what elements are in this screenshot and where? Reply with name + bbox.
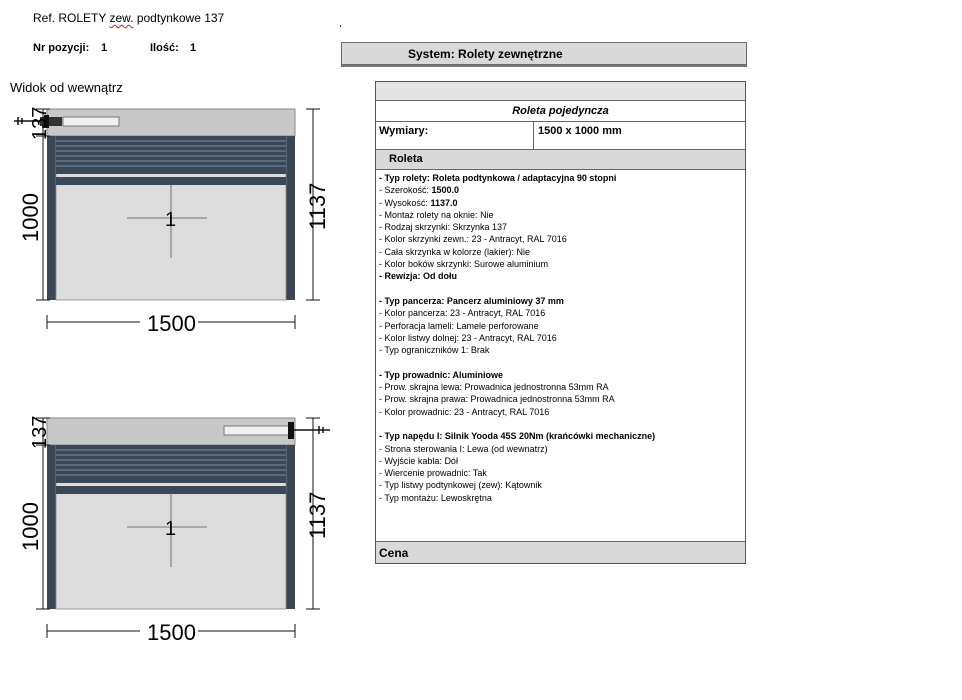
width-dimension: 1500 bbox=[147, 311, 196, 336]
spec-line bbox=[379, 184, 655, 196]
spec-line bbox=[379, 197, 655, 209]
spec-details bbox=[379, 172, 655, 504]
stray-dot bbox=[340, 25, 341, 27]
spec-line bbox=[379, 233, 655, 245]
system-bar: System: Rolety zewnętrzne bbox=[341, 42, 747, 65]
spec-line-value: 1137.0 bbox=[430, 197, 458, 208]
spec-line-key: - Rodzaj skrzynki: bbox=[379, 222, 453, 233]
spec-line-value: Brak bbox=[470, 345, 490, 356]
spec-line bbox=[379, 369, 655, 381]
spec-line-key: - Rewizja: bbox=[379, 271, 424, 282]
spec-line bbox=[379, 172, 655, 184]
spec-line-key: - Kolor skrzynki zewn.: bbox=[379, 234, 472, 245]
spec-line-key: - Prow. skrajna prawa: bbox=[379, 394, 471, 405]
dimensions-separator bbox=[533, 122, 534, 149]
spec-line-key: - Typ ograniczników 1: bbox=[379, 345, 471, 356]
spec-line bbox=[379, 406, 655, 418]
spec-line bbox=[379, 344, 655, 356]
dimensions-row bbox=[376, 122, 745, 150]
dimensions-value: 1500 x 1000 mm bbox=[538, 125, 622, 137]
spec-line bbox=[379, 467, 655, 479]
shutter-drawing-top bbox=[0, 100, 335, 340]
spec-spacer bbox=[379, 283, 655, 295]
spec-line-value: Kątownik bbox=[505, 480, 542, 491]
spec-header-strip bbox=[376, 82, 745, 101]
total-height-dimension: 1137 bbox=[305, 182, 330, 230]
spec-line-key: - Wysokość: bbox=[379, 197, 431, 208]
spec-line bbox=[379, 393, 655, 405]
height-dimension: 1000 bbox=[18, 193, 43, 242]
spec-line-value: Tak bbox=[472, 468, 487, 479]
spec-line-key: - Typ napędu I: bbox=[379, 431, 445, 442]
price-row: Cena bbox=[376, 541, 745, 563]
spec-line-key: - Typ pancerza: bbox=[379, 295, 447, 306]
spec-line bbox=[379, 295, 655, 307]
box-dimension: 137 bbox=[29, 415, 51, 449]
spec-line-key: - Kolor prowadnic: bbox=[379, 406, 455, 417]
spec-line bbox=[379, 381, 655, 393]
position-label: Nr pozycji: bbox=[33, 42, 90, 54]
quantity-value: 1 bbox=[190, 42, 197, 54]
section-roleta: Roleta bbox=[376, 150, 745, 170]
spec-line-key: - Typ montażu: bbox=[379, 492, 441, 503]
sash-number: 1 bbox=[165, 518, 177, 540]
spec-line-value: Lewoskrętna bbox=[440, 492, 492, 503]
spec-line bbox=[379, 455, 655, 467]
total-height-dimension: 1137 bbox=[305, 491, 330, 539]
view-label: Widok od wewnątrz bbox=[10, 80, 123, 95]
spec-line-value: Lamele perforowane bbox=[456, 320, 539, 331]
spec-line-key: - Strona sterowania I: bbox=[379, 443, 468, 454]
spec-line bbox=[379, 492, 655, 504]
spec-line bbox=[379, 258, 655, 270]
spec-line bbox=[379, 430, 655, 442]
spec-line-key: - Montaż rolety na oknie: bbox=[379, 209, 481, 220]
spec-line-key: - Kolor boków skrzynki: bbox=[379, 259, 475, 270]
spec-line-value: Pancerz aluminiowy 37 mm bbox=[446, 295, 564, 306]
spec-line-value: 1500.0 bbox=[431, 185, 460, 196]
spec-line-value: 23 - Antracyt, RAL 7016 bbox=[461, 332, 557, 343]
spec-line-key: - Prow. skrajna lewa: bbox=[379, 382, 465, 393]
system-bar-underline bbox=[341, 65, 747, 67]
spec-line-value: Skrzynka 137 bbox=[452, 222, 508, 233]
spec-spacer bbox=[379, 418, 655, 430]
spec-line-key: - Wiercenie prowadnic: bbox=[379, 468, 473, 479]
width-dimension: 1500 bbox=[147, 620, 196, 645]
spec-line-value: Lewa (od wewnatrz) bbox=[467, 443, 548, 454]
spec-line-value: Prowadnica jednostronna 53mm RA bbox=[464, 382, 609, 393]
spec-line-key: - Typ prowadnic: bbox=[379, 369, 453, 380]
spec-line-key: - Kolor listwy dolnej: bbox=[379, 332, 462, 343]
height-dimension: 1000 bbox=[18, 502, 43, 551]
spec-panel bbox=[375, 81, 746, 564]
quantity-label: Ilość: bbox=[150, 42, 179, 54]
shutter-drawing-bottom bbox=[0, 409, 335, 649]
box-dimension: 137 bbox=[29, 106, 51, 140]
spec-line-value: Nie bbox=[516, 246, 531, 257]
spec-line bbox=[379, 479, 655, 491]
spec-line-value: Silnik Yooda 45S 20Nm (krańcówki mechaniczne) bbox=[444, 431, 656, 442]
sash-number: 1 bbox=[165, 209, 177, 231]
spec-spacer bbox=[379, 356, 655, 368]
spec-line bbox=[379, 320, 655, 332]
spec-line-key: - Perforacja lameli: bbox=[379, 320, 457, 331]
spec-line-value: 23 - Antracyt, RAL 7016 bbox=[454, 406, 550, 417]
spec-line bbox=[379, 270, 655, 282]
spec-line-value: Surowe aluminium bbox=[474, 259, 549, 270]
spec-line-key: - Typ rolety: bbox=[379, 173, 433, 183]
spec-line bbox=[379, 443, 655, 455]
spec-line bbox=[379, 209, 655, 221]
spec-line-key: - Kolor pancerza: bbox=[379, 308, 451, 319]
spec-line bbox=[379, 307, 655, 319]
spec-line-key: - Szerokość: bbox=[379, 185, 432, 196]
spec-line-value: 23 - Antracyt, RAL 7016 bbox=[471, 234, 567, 245]
spec-line-key: - Cała skrzynka w kolorze (lakier): bbox=[379, 246, 517, 257]
spec-line-key: - Wyjście kabla: bbox=[379, 455, 445, 466]
spec-title: Roleta pojedyncza bbox=[376, 101, 745, 122]
ref-title: Ref. ROLETY zew. podtynkowe 137 bbox=[33, 11, 225, 25]
dimensions-label: Wymiary: bbox=[379, 125, 429, 137]
spec-line-value: 23 - Antracyt, RAL 7016 bbox=[450, 308, 546, 319]
spec-line bbox=[379, 221, 655, 233]
position-value: 1 bbox=[101, 42, 108, 54]
spec-line-key: - Typ listwy podtynkowej (zew): bbox=[379, 480, 506, 491]
spec-line-value: Dół bbox=[444, 455, 458, 466]
spec-line-value: Roleta podtynkowa / adaptacyjna 90 stopni bbox=[432, 173, 617, 183]
spec-line-value: Aluminiowe bbox=[452, 369, 504, 380]
spec-line-value: Nie bbox=[480, 209, 494, 220]
spec-line-value: Prowadnica jednostronna 53mm RA bbox=[470, 394, 615, 405]
spec-line bbox=[379, 246, 655, 258]
spec-line bbox=[379, 332, 655, 344]
spec-line-value: Od dołu bbox=[423, 271, 458, 282]
